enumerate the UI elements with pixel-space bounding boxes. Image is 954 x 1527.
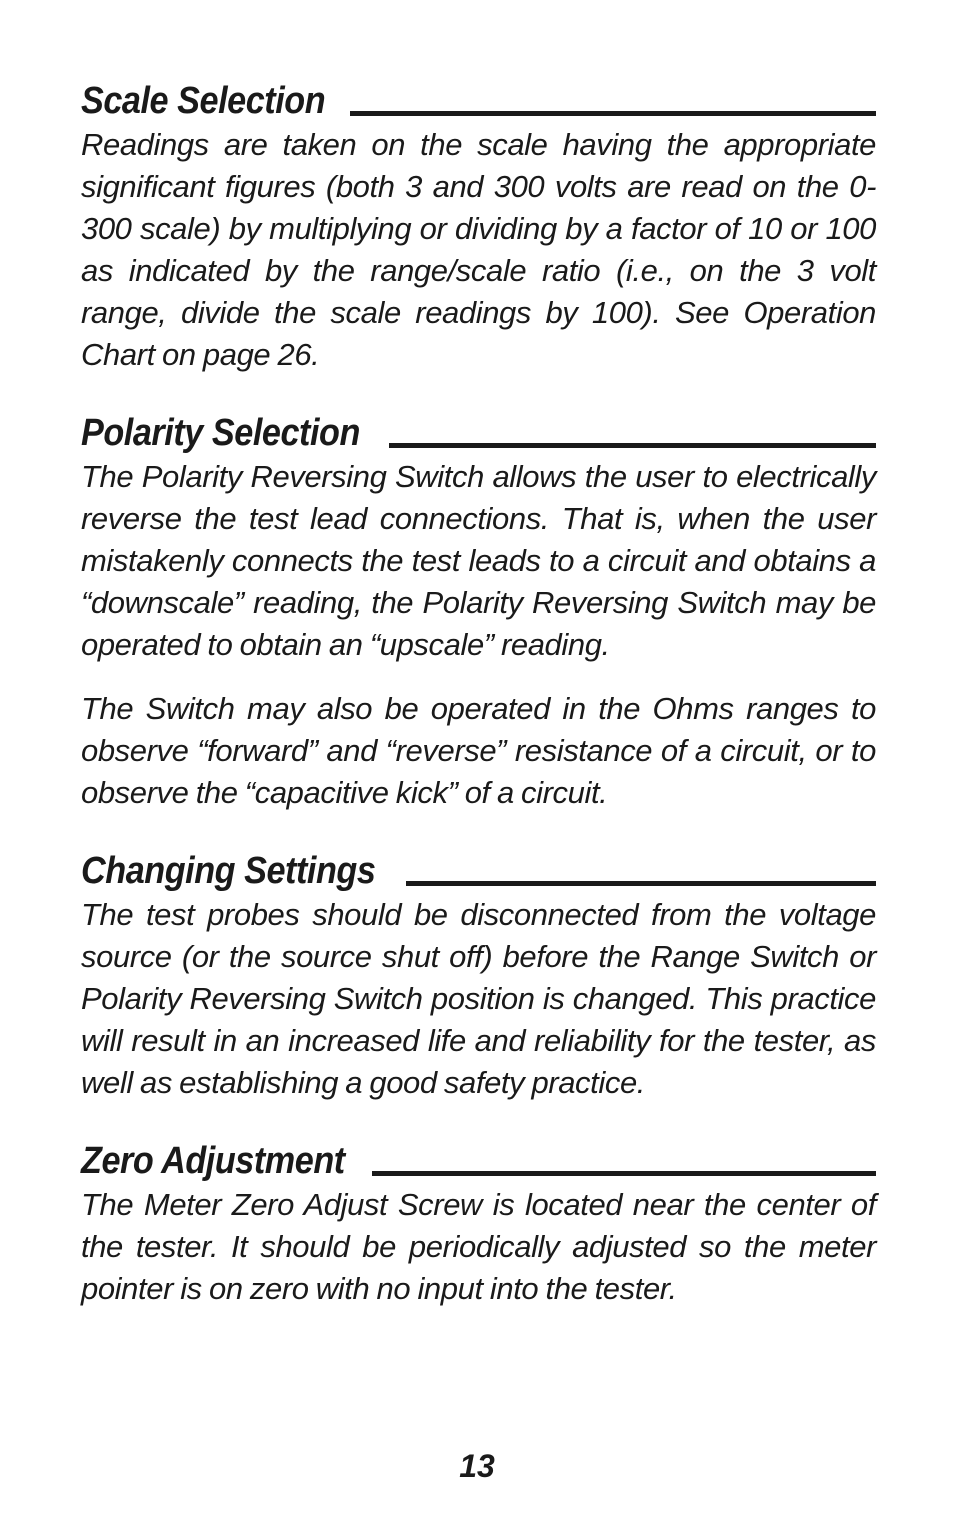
section-paragraph: The Polarity Reversing Switch allows the user to electrically reverse the test lead connections. That is, when the user mistakenly connects the test leads to a circuit and obtains a “downscale” reading, the Polarity Reversing Switch may be operated to obtain an “upscale” reading. bbox=[81, 459, 876, 662]
section-paragraph: The test probes should be disconnected from the voltage source (or the source shut off) before the Range Switch or Polarity Reversing Switch position is changed. This practice will result in an increased life and reliability for the tester, as well as establishing a good safety practice. bbox=[81, 897, 876, 1100]
section-heading-row bbox=[81, 1126, 876, 1184]
section-changing-settings bbox=[81, 836, 876, 1104]
section-zero-adjustment bbox=[81, 1126, 876, 1310]
page-number: 13 bbox=[459, 1448, 495, 1484]
section-scale-selection bbox=[81, 66, 876, 376]
heading-rule bbox=[389, 443, 876, 448]
heading-rule bbox=[372, 1171, 876, 1176]
section-heading-row bbox=[81, 836, 876, 894]
section-paragraph: Readings are taken on the scale having the appropriate significant figures (both 3 and 300 volts are read on the 0-300 scale) by multiplying or dividing by a factor of 10 or 100 as indicated by the range/scale ratio (i.e., on the 3 volt range, divide the scale readings by 100). See Operation Chart on page 26. bbox=[81, 127, 876, 372]
section-heading: Zero Adjustment bbox=[81, 1140, 345, 1182]
heading-rule bbox=[406, 881, 876, 886]
heading-rule bbox=[350, 111, 876, 116]
section-heading: Changing Settings bbox=[81, 850, 376, 892]
section-heading-row bbox=[81, 66, 876, 124]
section-heading: Scale Selection bbox=[81, 80, 326, 122]
section-paragraph: The Switch may also be operated in the Ohms ranges to observe “forward” and “reverse” resistance of a circuit, or to observe the “capacitive kick” of a circuit. bbox=[81, 691, 876, 810]
section-polarity-selection bbox=[81, 398, 876, 814]
section-heading-row bbox=[81, 398, 876, 456]
section-paragraph: The Meter Zero Adjust Screw is located near the center of the tester. It should be periodically adjusted so the meter pointer is on zero with no input into the tester. bbox=[81, 1187, 876, 1306]
section-heading: Polarity Selection bbox=[81, 412, 360, 454]
manual-page bbox=[81, 66, 876, 1310]
